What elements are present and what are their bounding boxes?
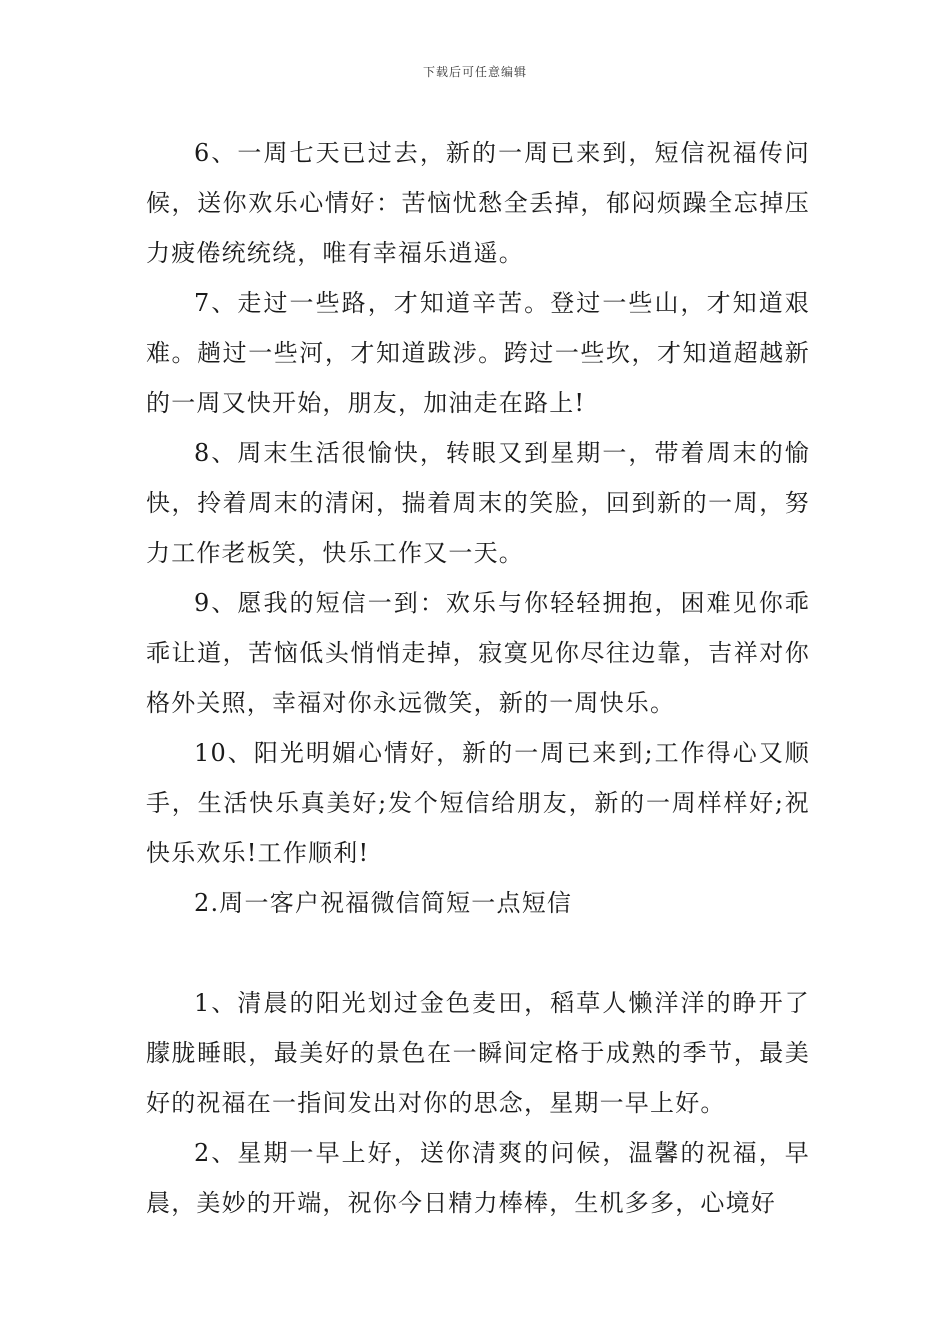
section-heading: 2.周一客户祝福微信简短一点短信: [194, 889, 573, 917]
paragraph-8: 8、周末生活很愉快，转眼又到星期一，带着周末的愉快，拎着周末的清闲，揣着周末的笑脸，回到新的一周，努力工作老板笑，快乐工作又一天。: [146, 439, 810, 567]
paragraph-2: 2、星期一早上好，送你清爽的问候，温馨的祝福，早晨，美妙的开端，祝你今日精力棒棒，生机多多，心境好: [146, 1139, 810, 1217]
blank-line: [146, 928, 810, 978]
paragraph-9: 9、愿我的短信一到：欢乐与你轻轻拥抱，困难见你乖乖让道，苦恼低头悄悄走掉，寂寞见你尽往边靠，吉祥对你格外关照，幸福对你永远微笑，新的一周快乐。: [146, 589, 810, 717]
paragraph-1: 1、清晨的阳光划过金色麦田，稻草人懒洋洋的睁开了朦胧睡眼，最美好的景色在一瞬间定格于成熟的季节，最美好的祝福在一指间发出对你的思念，星期一早上好。: [146, 989, 810, 1117]
document-body: [146, 128, 810, 1228]
paragraph-10: 10、阳光明媚心情好，新的一周已来到;工作得心又顺手，生活快乐真美好;发个短信给朋友，新的一周样样好;祝快乐欢乐!工作顺利!: [146, 739, 810, 867]
paragraph-6: 6、一周七天已过去，新的一周已来到，短信祝福传问候，送你欢乐心情好：苦恼忧愁全丢掉，郁闷烦躁全忘掉压力疲倦统统绕，唯有幸福乐逍遥。: [146, 139, 810, 267]
paragraph-7: 7、走过一些路，才知道辛苦。登过一些山，才知道艰难。趟过一些河，才知道跋涉。跨过一些坎，才知道超越新的一周又快开始，朋友，加油走在路上!: [146, 289, 810, 417]
page-header: 下载后可任意编辑: [422, 65, 527, 79]
